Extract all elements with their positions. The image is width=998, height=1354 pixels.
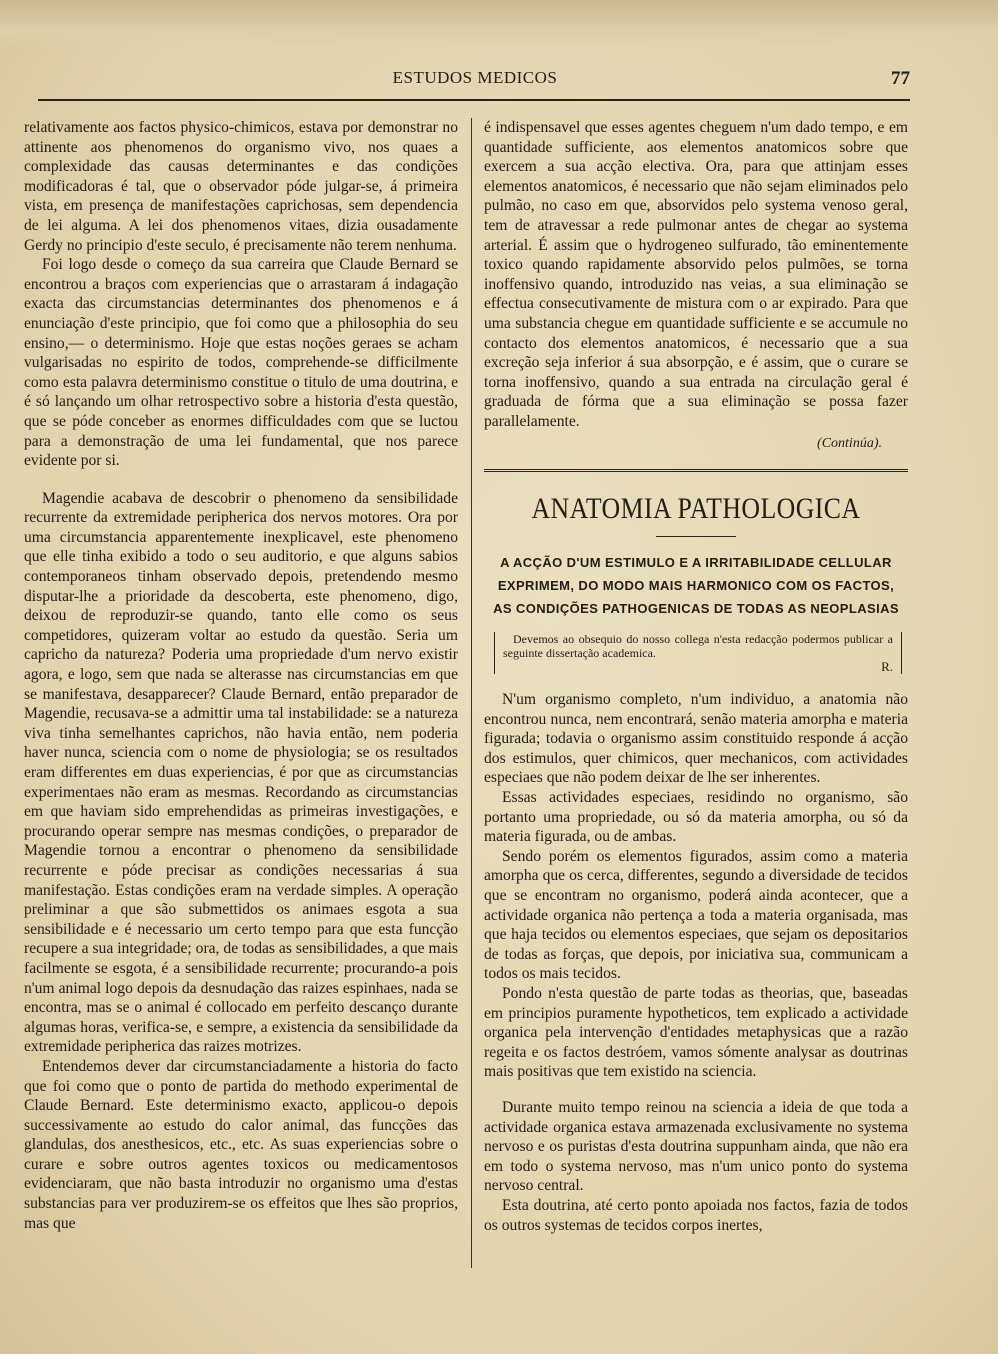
notice-text: Devemos ao obsequio do nosso collega n'esta redacção podermos publicar a seguinte dissertação academica. <box>503 632 893 661</box>
paragraph: Esta doutrina, até certo ponto apoiada nos factos, fazia de todos os outros systemas de tecidos corpos inertes, <box>484 1196 908 1234</box>
paragraph: Pondo n'esta questão de parte todas as theorias, que, baseadas em principios puramente hypotheticos, tem explicado a actividade organica pela intervenção d'entidades metaphysicas que a razão regeita e os factos destróem, vamos sómente analysar as doutrinas mais positivas que tem existido na sciencia. <box>484 985 908 1081</box>
title-underline <box>656 536 736 537</box>
subtitle-line: A ACÇÃO D'UM ESTIMULO E A IRRITABILIDADE CELLULAR <box>500 555 892 571</box>
header-rule <box>38 99 910 101</box>
column-divider <box>471 118 472 1268</box>
paragraph: Durante muito tempo reinou na sciencia a ideia de que toda a actividade organica estava armazenada exclusivamente no systema nervoso e os puristas d'esta doutrina suppunham ainda, que não era em todo o systema nervoso, mas n'um unico ponto do systema nervoso central. <box>484 1098 908 1195</box>
continuation-paragraph: é indispensavel que esses agentes cheguem n'um dado tempo, e em quantidade sufficiente, aos elementos anatomicos sobre que exercem a sua acção electiva. Ora, para que attinjam esses elementos anatomicos, é necessario que não sejam eliminados pelo pulmão, no caso em que, absorvidos pelo systema venoso geral, tem de atravessar a rede pulmonar antes de chegar ao systema arterial. É assim que o hydrogeneo sulfurado, tão eminentemente toxico quando rapidamente absorvido pelos pulmões, se torna inoffensivo quando, introduzido nas veias, a sua eliminação se effectua consecutivamente de mistura com o ar expirado. Para que uma substancia chegue em quantidade sufficiente e se accumule no contacto dos elementos anatomicos, é necessario que a sua excreção seja inferior á sua absorpção, e é assim, que o curare se torna inoffensivo, quando a sua entrada na circulação geral é graduada de fórma que a sua eliminação se possa fazer parallelamente. <box>484 119 908 430</box>
section-title: ANATOMIA PATHOLOGICA <box>531 492 861 526</box>
right-column <box>484 118 908 1235</box>
running-title: ESTUDOS MEDICOS <box>392 68 558 87</box>
subtitle-line: EXPRIMEM, DO MODO MAIS HARMONICO COM OS FACTOS, <box>497 578 895 594</box>
paragraph: Magendie acabava de descobrir o phenomeno da sensibilidade recurrente da extremidade peripherica dos nervos motores. Ora por uma circumstancia apparentemente inexplicavel, este phenomeno que elle tinha exibido a todo o seu auditorio, e que alguns sabios contemporaneos tinham observado depois, pretendendo mesmo disputar-lhe a prioridade da descoberta, este phenomeno, digo, deixou de reproduzir-se quando, tanto elle como os seus competidores, quizeram voltar ao estudo da questão. Seria um capricho da natureza? Poderia uma propriedade d'um nervo existir agora, e logo, sem que nada se alterasse nas circumstancias em que se manifestava, desapparecer? Claude Bernard, então preparador de Magendie, recusava-se a admittir uma tal instabilidade: se a natureza viva tinha semelhantes caprichos, não havia então, nem poderia haver nunca, sciencia com o nome de physiologia; se os resultados eram differentes em duas experiencias, é por que as circumstancias experimentaes não eram as mesmas. Recordando as circumstancias em que haviam sido emprehendidas as primeiras investigações, e procurando operar sempre nas mesmas condições, o preparador de Magendie tornou a encontrar o phenomeno da sensibilidade recurrente e póde precisar as condições necessarias á sua manifestação. Estas condições eram na verdade simples. A operação preliminar a que são submettidos os animaes esgota a sua sensibilidade e é necessario um certo tempo para que esta funcção recupere a sua integridade; ora, de todas as sensibilidades, a que mais facilmente se esgota, é a sensibilidade recurrente; procurando-a pois n'um animal logo depois da desnudação das raizes espinhaes, nada se encontra, mas se o animal é collocado em perfeito descanço durante algumas horas, verifica-se, e sempre, a existencia da sensibilidade da extremidade peripherica das raizes motrizes. <box>24 489 458 1056</box>
page-number: 77 <box>891 68 910 89</box>
continua-note: (Continúa). <box>817 435 882 451</box>
paragraph: N'um organismo completo, n'um individuo, a anatomia não encontrou nunca, nem encontrará, senão materia amorpha e materia figurada; todavia o organismo assim constituido responde á acção dos estimulos, quer chimicos, quer mechanicos, com actividades especiaes que não podem deixar de lhe ser inherentes. <box>484 691 908 787</box>
paragraph: Essas actividades especiaes, residindo no organismo, são portanto uma propriedade, ou só da materia amorpha, ou só da materia figurada, ou de ambas. <box>484 789 908 846</box>
notice-signature: R. <box>881 659 893 675</box>
running-head <box>40 68 910 92</box>
page-top-edge <box>0 0 998 48</box>
editorial-notice <box>494 632 902 674</box>
paragraph: Foi logo desde o começo da sua carreira que Claude Bernard se encontrou a braços com experiencias que o arrastaram á indagação exacta das circumstancias determinantes dos phenomenos e á enunciação d'este principio, que foi como que a philosophia do seu ensino,— o determinismo. Hoje que estas noções geraes se acham vulgarisadas no espirito de todos, comprehende-se difficilmente como esta palavra determinismo constitue o titulo de uma doutrina, e é só lançando um olhar retrospectivo sobre a historia d'esta questão, que se póde conceber as enormes difficuldades com que se luctou para a demonstração de uma lei fundamental, que nos parece evidente por si. <box>24 256 458 470</box>
article-subtitle <box>484 551 908 620</box>
section-rule <box>484 469 908 472</box>
paragraph: Sendo porém os elementos figurados, assim como a materia amorpha que os cerca, differentes, segundo a diversidade de tecidos que se encontram no organismo, poderá ainda acontecer, que a actividade organica não pertença a toda a materia organisada, mas que haja tecidos ou elementos especiaes, que sejam os depositarios de todas as forças, que depois, por iniciativa sua, communicam a todos os mais tecidos. <box>484 847 908 983</box>
paragraph: relativamente aos factos physico-chimicos, estava por demonstrar no attinente aos phenomenos do organismo vivo, nos quaes a complexidade das causas determinantes e das condições modificadoras é tal, que o observador póde julgar-se, á primeira vista, em presença de manifestações caprichosas, sem dependencia de lei alguma. A lei dos phenomenos vitaes, dizia ousadamente Gerdy no principio d'este seculo, é precisamente não terem nenhuma. <box>24 119 458 254</box>
subtitle-line: AS CONDIÇÕES PATHOGENICAS DE TODAS AS NEOPLASIAS <box>493 601 899 617</box>
left-column <box>24 118 458 1233</box>
paragraph: Entendemos dever dar circumstanciadamente a historia do facto que foi como que o ponto de partida do methodo experimental de Claude Bernard. Este determinismo exacto, applicou-o depois successivamente ao estudo do calor animal, das funcções das glandulas, dos anesthesicos, etc., etc. As suas experiencias sobre o curare e sobre outros agentes toxicos ou medicamentosos evidenciaram, que não basta introduzir no organismo uma d'estas substancias para ver produzirem-se os effeitos que lhes são proprios, mas que <box>24 1057 458 1232</box>
